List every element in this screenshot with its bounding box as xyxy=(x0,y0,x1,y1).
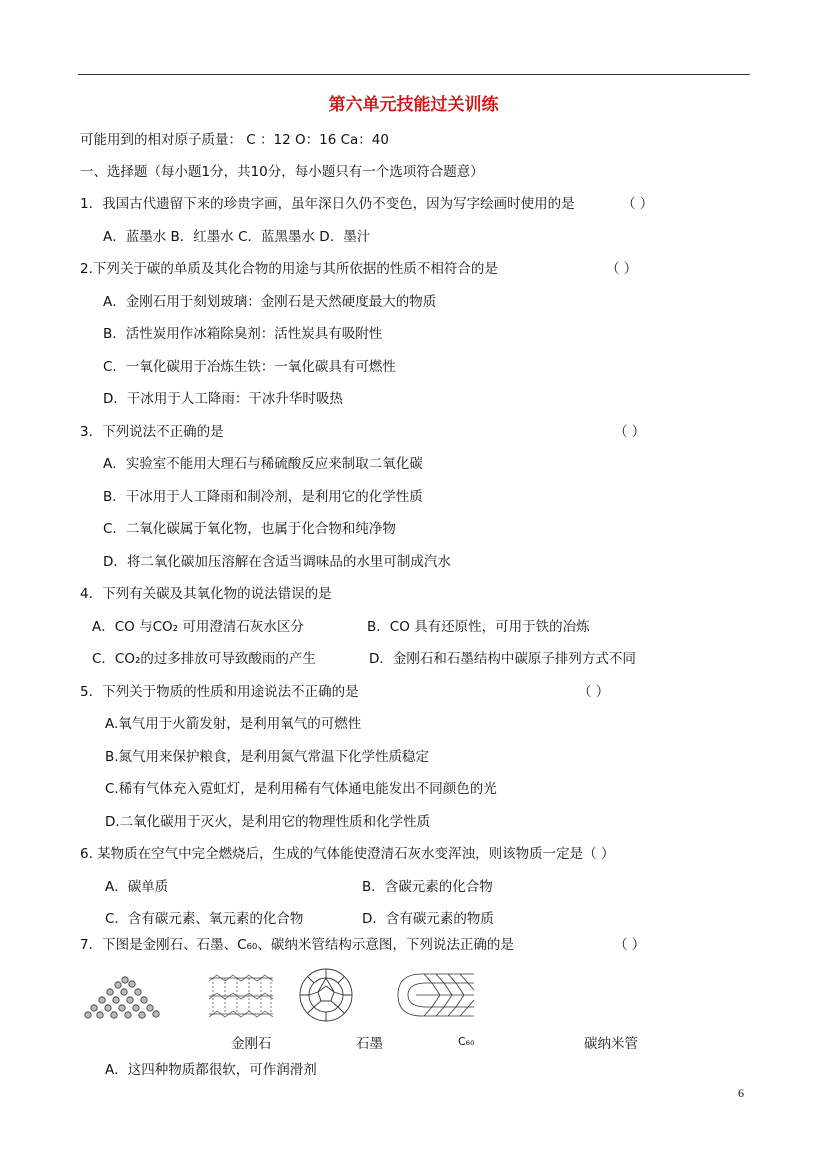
q5-answer-blank: （ ） xyxy=(578,684,610,700)
q6-option-c: C．含有碳元素、氧元素的化合物 xyxy=(105,911,304,927)
q1-options: A．蓝墨水 B．红墨水 C．蓝黑墨水 D．墨汁 xyxy=(103,229,371,245)
q1-answer-blank: （ ） xyxy=(622,196,654,212)
q6-stem: 6. 某物质在空气中完全燃烧后，生成的气体能使澄清石灰水变浑浊，则该物质一定是（ ） xyxy=(80,846,615,862)
q7-option-a: A．这四种物质都很软，可作润滑剂 xyxy=(105,1062,317,1078)
q2-option-d: D．干冰用于人工降雨：干冰升华时吸热 xyxy=(103,391,343,407)
header-rule xyxy=(78,74,750,75)
q3-option-b: B．干冰用于人工降雨和制冷剂，是利用它的化学性质 xyxy=(103,489,423,505)
c60-structure-illustration xyxy=(294,966,358,1024)
q6-option-a: A．碳单质 xyxy=(105,879,169,895)
nanotube-structure-illustration xyxy=(394,968,478,1022)
page-title: 第六单元技能过关训练 xyxy=(328,95,499,115)
q5-option-b: B.氮气用来保护粮食，是利用氮气常温下化学性质稳定 xyxy=(105,749,430,765)
q4-option-c: C．CO₂的过多排放可导致酸雨的产生 xyxy=(92,651,316,667)
q4-stem: 4．下列有关碳及其氧化物的说法错误的是 xyxy=(80,586,332,602)
q3-answer-blank: （ ） xyxy=(614,424,646,440)
q2-option-b: B．活性炭用作冰箱除臭剂：活性炭具有吸附性 xyxy=(103,326,383,342)
q6-option-b: B．含碳元素的化合物 xyxy=(362,879,493,895)
q7-stem: 7．下图是金刚石、石墨、C₆₀、碳纳米管结构示意图，下列说法正确的是 xyxy=(80,937,514,953)
q5-option-d: D.二氧化碳用于灭火，是利用它的物理性质和化学性质 xyxy=(105,814,431,830)
q5-option-a: A.氧气用于火箭发射，是利用氧气的可燃性 xyxy=(105,716,362,732)
q5-stem: 5．下列关于物质的性质和用途说法不正确的是 xyxy=(80,684,359,700)
diamond-structure-illustration xyxy=(80,970,170,1022)
q4-option-a: A．CO 与CO₂ 可用澄清石灰水区分 xyxy=(92,619,304,635)
q2-option-c: C．一氧化碳用于冶炼生铁：一氧化碳具有可燃性 xyxy=(103,359,396,375)
q3-option-c: C．二氧化碳属于氧化物，也属于化合物和纯净物 xyxy=(103,521,396,537)
q5-option-c: C.稀有气体充入霓虹灯，是利用稀有气体通电能发出不同颜色的光 xyxy=(105,781,497,797)
caption-graphite: 石墨 xyxy=(356,1036,383,1052)
q4-option-d: D．金刚石和石墨结构中碳原子排列方式不同 xyxy=(369,651,636,667)
caption-diamond: 金刚石 xyxy=(231,1036,272,1052)
q3-option-a: A．实验室不能用大理石与稀硫酸反应来制取二氧化碳 xyxy=(103,456,423,472)
q2-option-a: A．金刚石用于刻划玻璃：金刚石是天然硬度最大的物质 xyxy=(103,294,437,310)
section-heading: 一、选择题（每小题1分，共10分，每小题只有一个选项符合题意） xyxy=(80,164,484,180)
q4-option-b: B．CO 具有还原性，可用于铁的冶炼 xyxy=(367,619,590,635)
atomic-masses: 可能用到的相对原子质量： C ：12 O：16 Ca：40 xyxy=(80,132,389,148)
page-number: 6 xyxy=(738,1086,744,1100)
graphite-structure-illustration xyxy=(205,970,277,1022)
q6-option-d: D．含有碳元素的物质 xyxy=(362,911,494,927)
q2-stem: 2.下列关于碳的单质及其化合物的用途与其所依据的性质不相符合的是 xyxy=(80,261,498,277)
caption-nanotube: 碳纳米管 xyxy=(584,1036,638,1052)
q7-answer-blank: （ ） xyxy=(614,937,646,953)
q1-stem: 1．我国古代遗留下来的珍贵字画，虽年深日久仍不变色，因为写字绘画时使用的是 xyxy=(80,196,575,212)
q3-option-d: D．将二氧化碳加压溶解在含适当调味品的水里可制成汽水 xyxy=(103,554,451,570)
caption-c60: C₆₀ xyxy=(458,1035,475,1048)
q3-stem: 3．下列说法不正确的是 xyxy=(80,424,224,440)
q2-answer-blank: （ ） xyxy=(606,261,638,277)
